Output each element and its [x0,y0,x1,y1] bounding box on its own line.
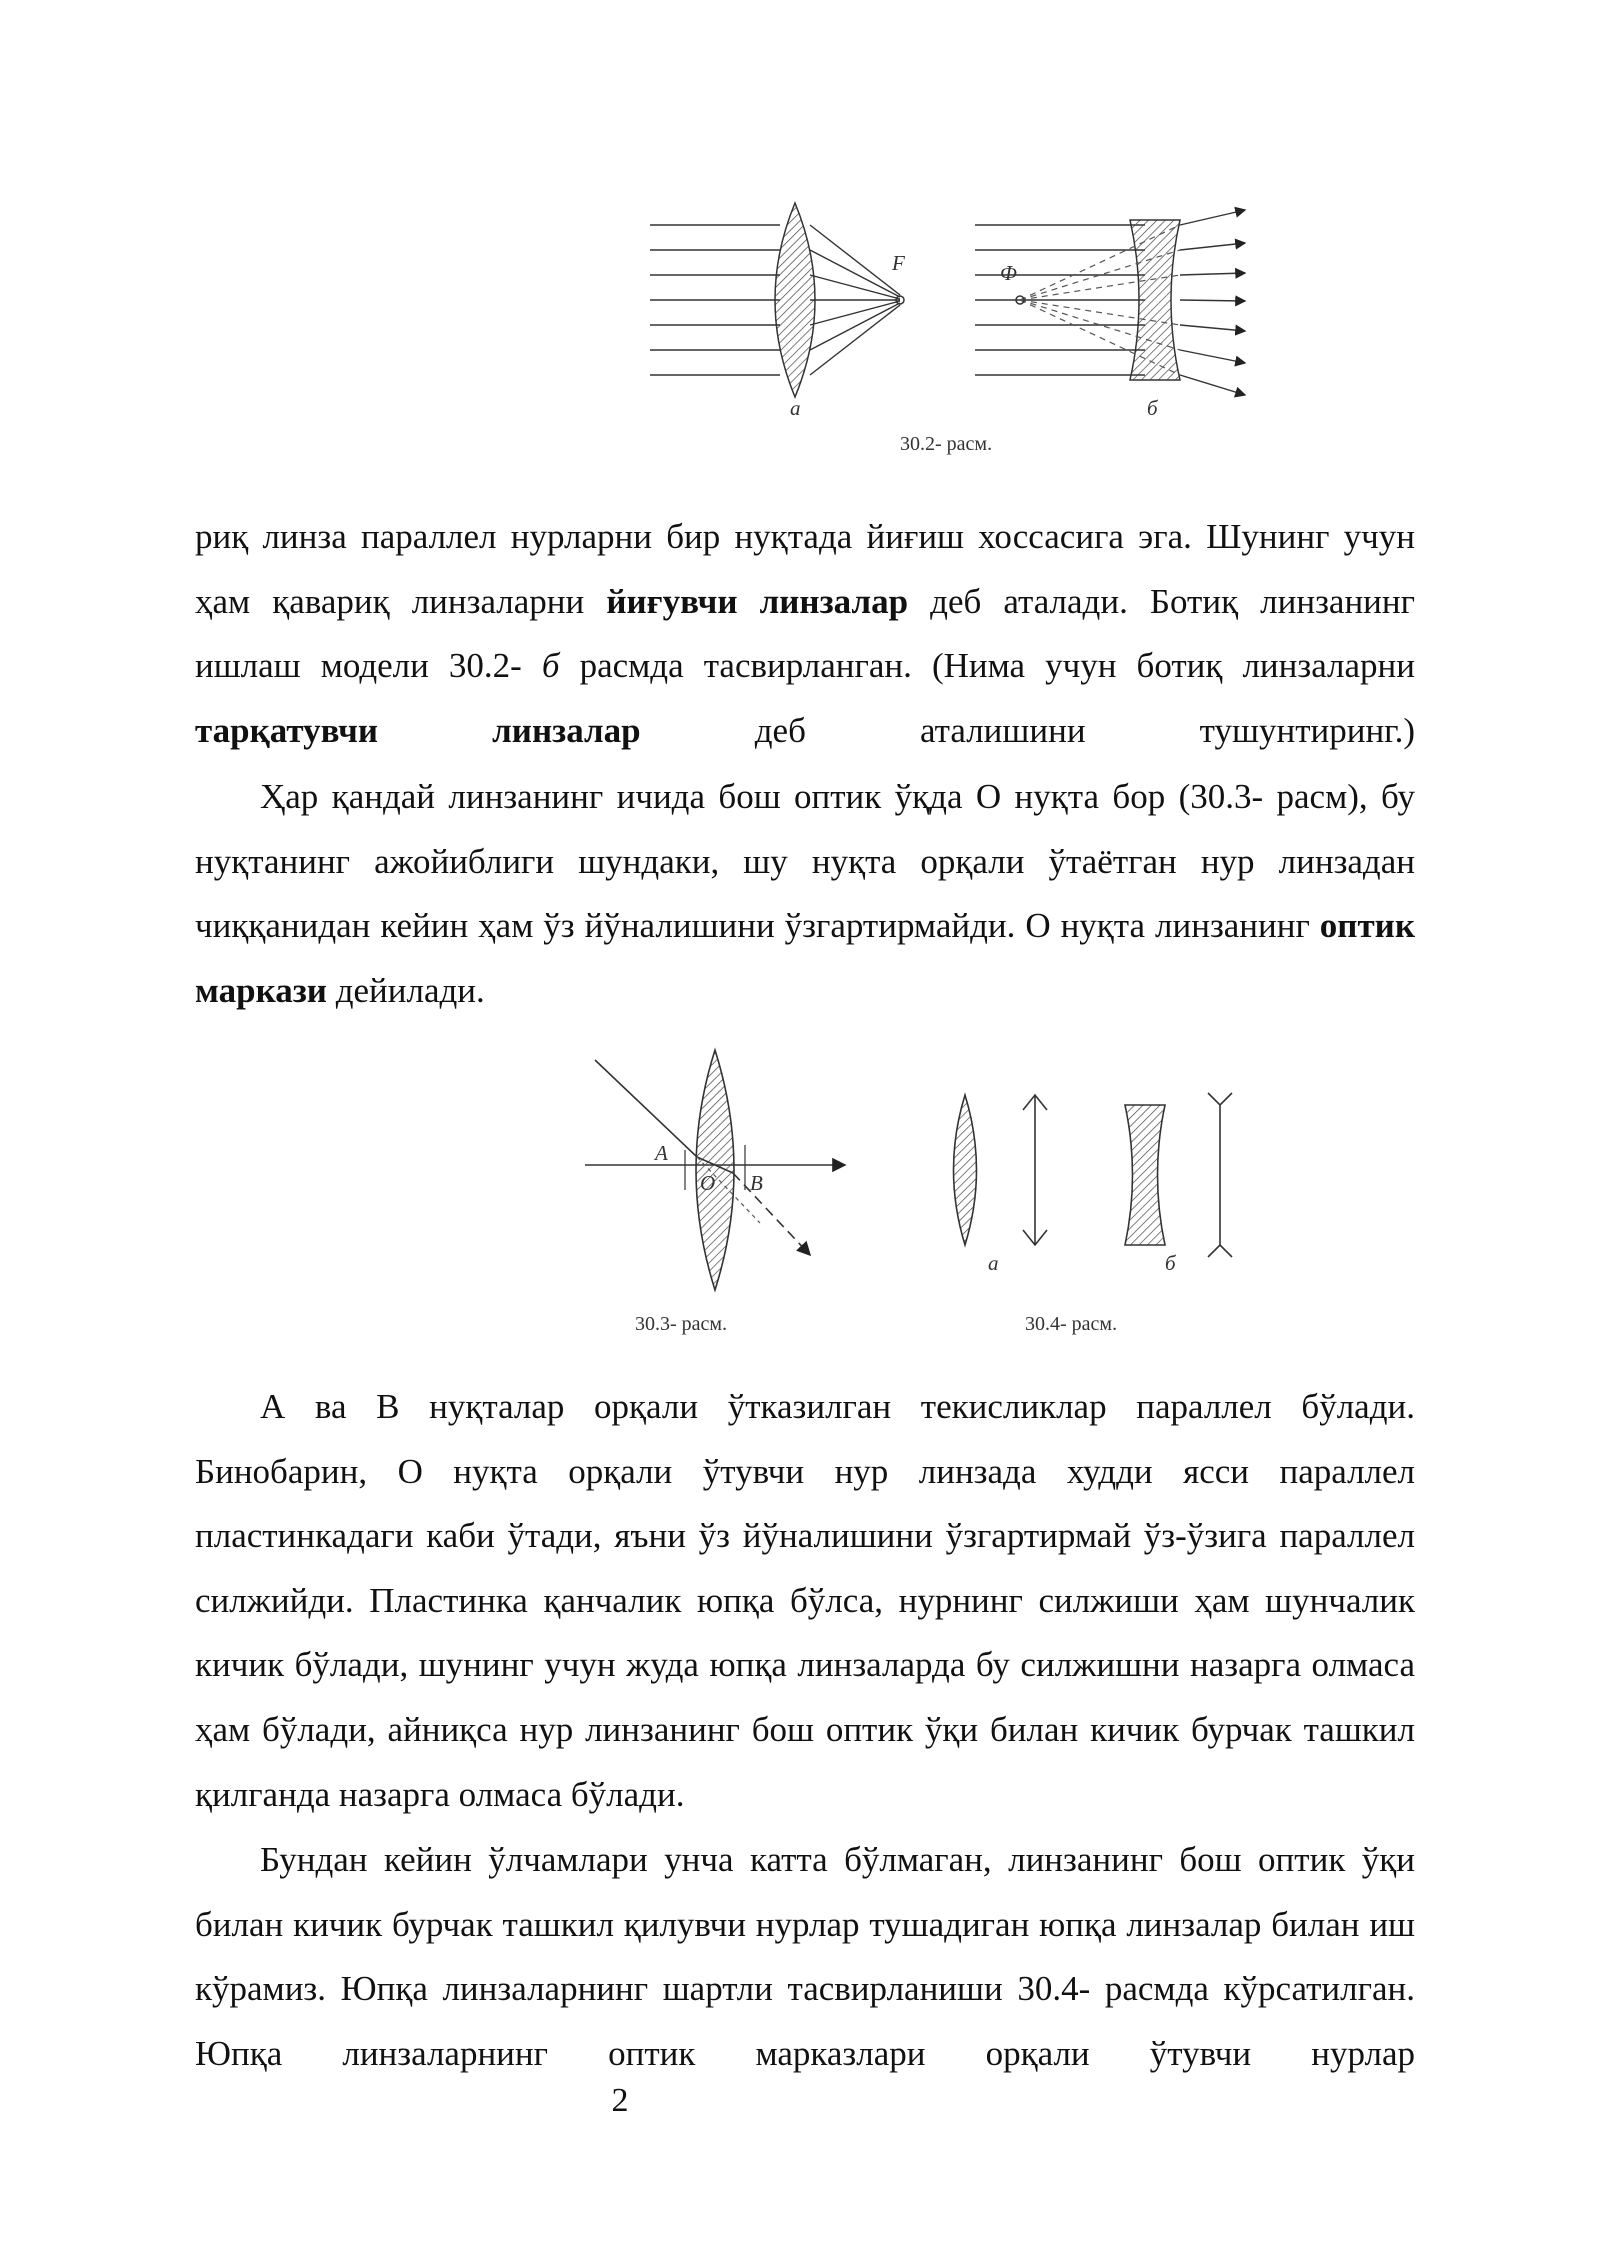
label-a: а [988,1251,999,1275]
figure-caption: 30.2- расм. [900,433,993,455]
text-span: Ҳар қандай линзанинг ичида бош оптик ўқда О нуқта бор (30.3- расм), бу нуқтанинг ажойиблиги шундаки, шу нуқта орқали ўтаётган нур линзадан чиққанидан кейин ҳам ўз йўналишини ўзгартирмайди. О нуқта линзанинг [195,777,1415,946]
convex-lens-shape [954,1095,977,1245]
paragraph-4 [195,1828,1415,2086]
label-b: б [1165,1251,1176,1275]
figure-30-3 [575,1040,855,1340]
text-span: расмда тасвирланган. (Нима учун ботиқ линзаларни [559,646,1415,686]
text-span: деб аталади. Ботиқ линзанинг ишлаш модели 30.2- [195,581,1415,686]
converging-lens-diagram [650,203,905,420]
text-span: Бундан кейин ўлчамлари унча катта бўлмаган, линзанинг бош оптик ўқи билан кичик бурчак ташкил қилувчи нурлар тушадиган юпқа линзалар билан иш кўрамиз. Юпқа линзаларнинг шартли тасвирланиши 30.4- расмда кўрсатилган. Юпқа линзаларнинг оптик марказлари орқали ўтувчи нурлар [195,1840,1415,2073]
diverging-lens-diagram [975,210,1245,420]
text-span: дейилади. [326,970,485,1010]
text-span: деб аталишини тушунтиринг.) [640,710,1415,750]
point-a-label: A [655,1141,668,1165]
text-span: риқ линза параллел нурларни бир нуқтада йиғиш хоссасига эга. Шунинг учун ҳам қавариқ линзаларни [195,517,1415,621]
diverging-lens-symbol [1208,1093,1232,1257]
paragraph-1 [195,505,1415,763]
figure-30-2 [630,195,1280,465]
paragraph-3 [195,1375,1415,1827]
term-optical-center: оптик маркази [195,906,1415,1010]
label-a: а [790,396,801,420]
figure-30-4 [930,1080,1270,1340]
term-diverging-lenses: тарқатувчи линзалар [195,710,641,750]
converging-lens-symbol [1023,1095,1047,1245]
page-number: 2 [611,2082,629,2119]
concave-lens-shape [1125,1105,1165,1245]
figure-ref-letter: б [541,646,560,686]
paragraph-2 [195,765,1415,1023]
figure-caption: 30.4- расм. [1025,1313,1118,1335]
text-span: А ва В нуқталар орқали ўтказилган текисликлар параллел бўлади. Бинобарин, О нуқта орқали ўтувчи нур линзада худди ясси параллел пластинкадаги каби ўтади, яъни ўз йўналишини ўзгартирмай ўз-ўзига параллел силжийди. Пластинка қанчалик юпқа бўлса, нурнинг силжиши ҳам шунчалик кичик бўлади, шунинг учун жуда юпқа линзаларда бу силжишни назарга олмаса ҳам бўлади, айниқса нур линзанинг бош оптик ўқи билан кичик бурчак ташкил қилганда назарга олмаса бўлади. [195,1387,1415,1814]
point-o-label: O [700,1171,716,1195]
focus-label-a: F [892,251,905,275]
figure-caption: 30.3- расм. [635,1313,728,1335]
focus-label-b: Ф [1000,261,1017,285]
label-b: б [1147,396,1158,420]
term-converging-lenses: йиғувчи линзалар [606,581,909,621]
point-b-label: B [750,1171,763,1195]
